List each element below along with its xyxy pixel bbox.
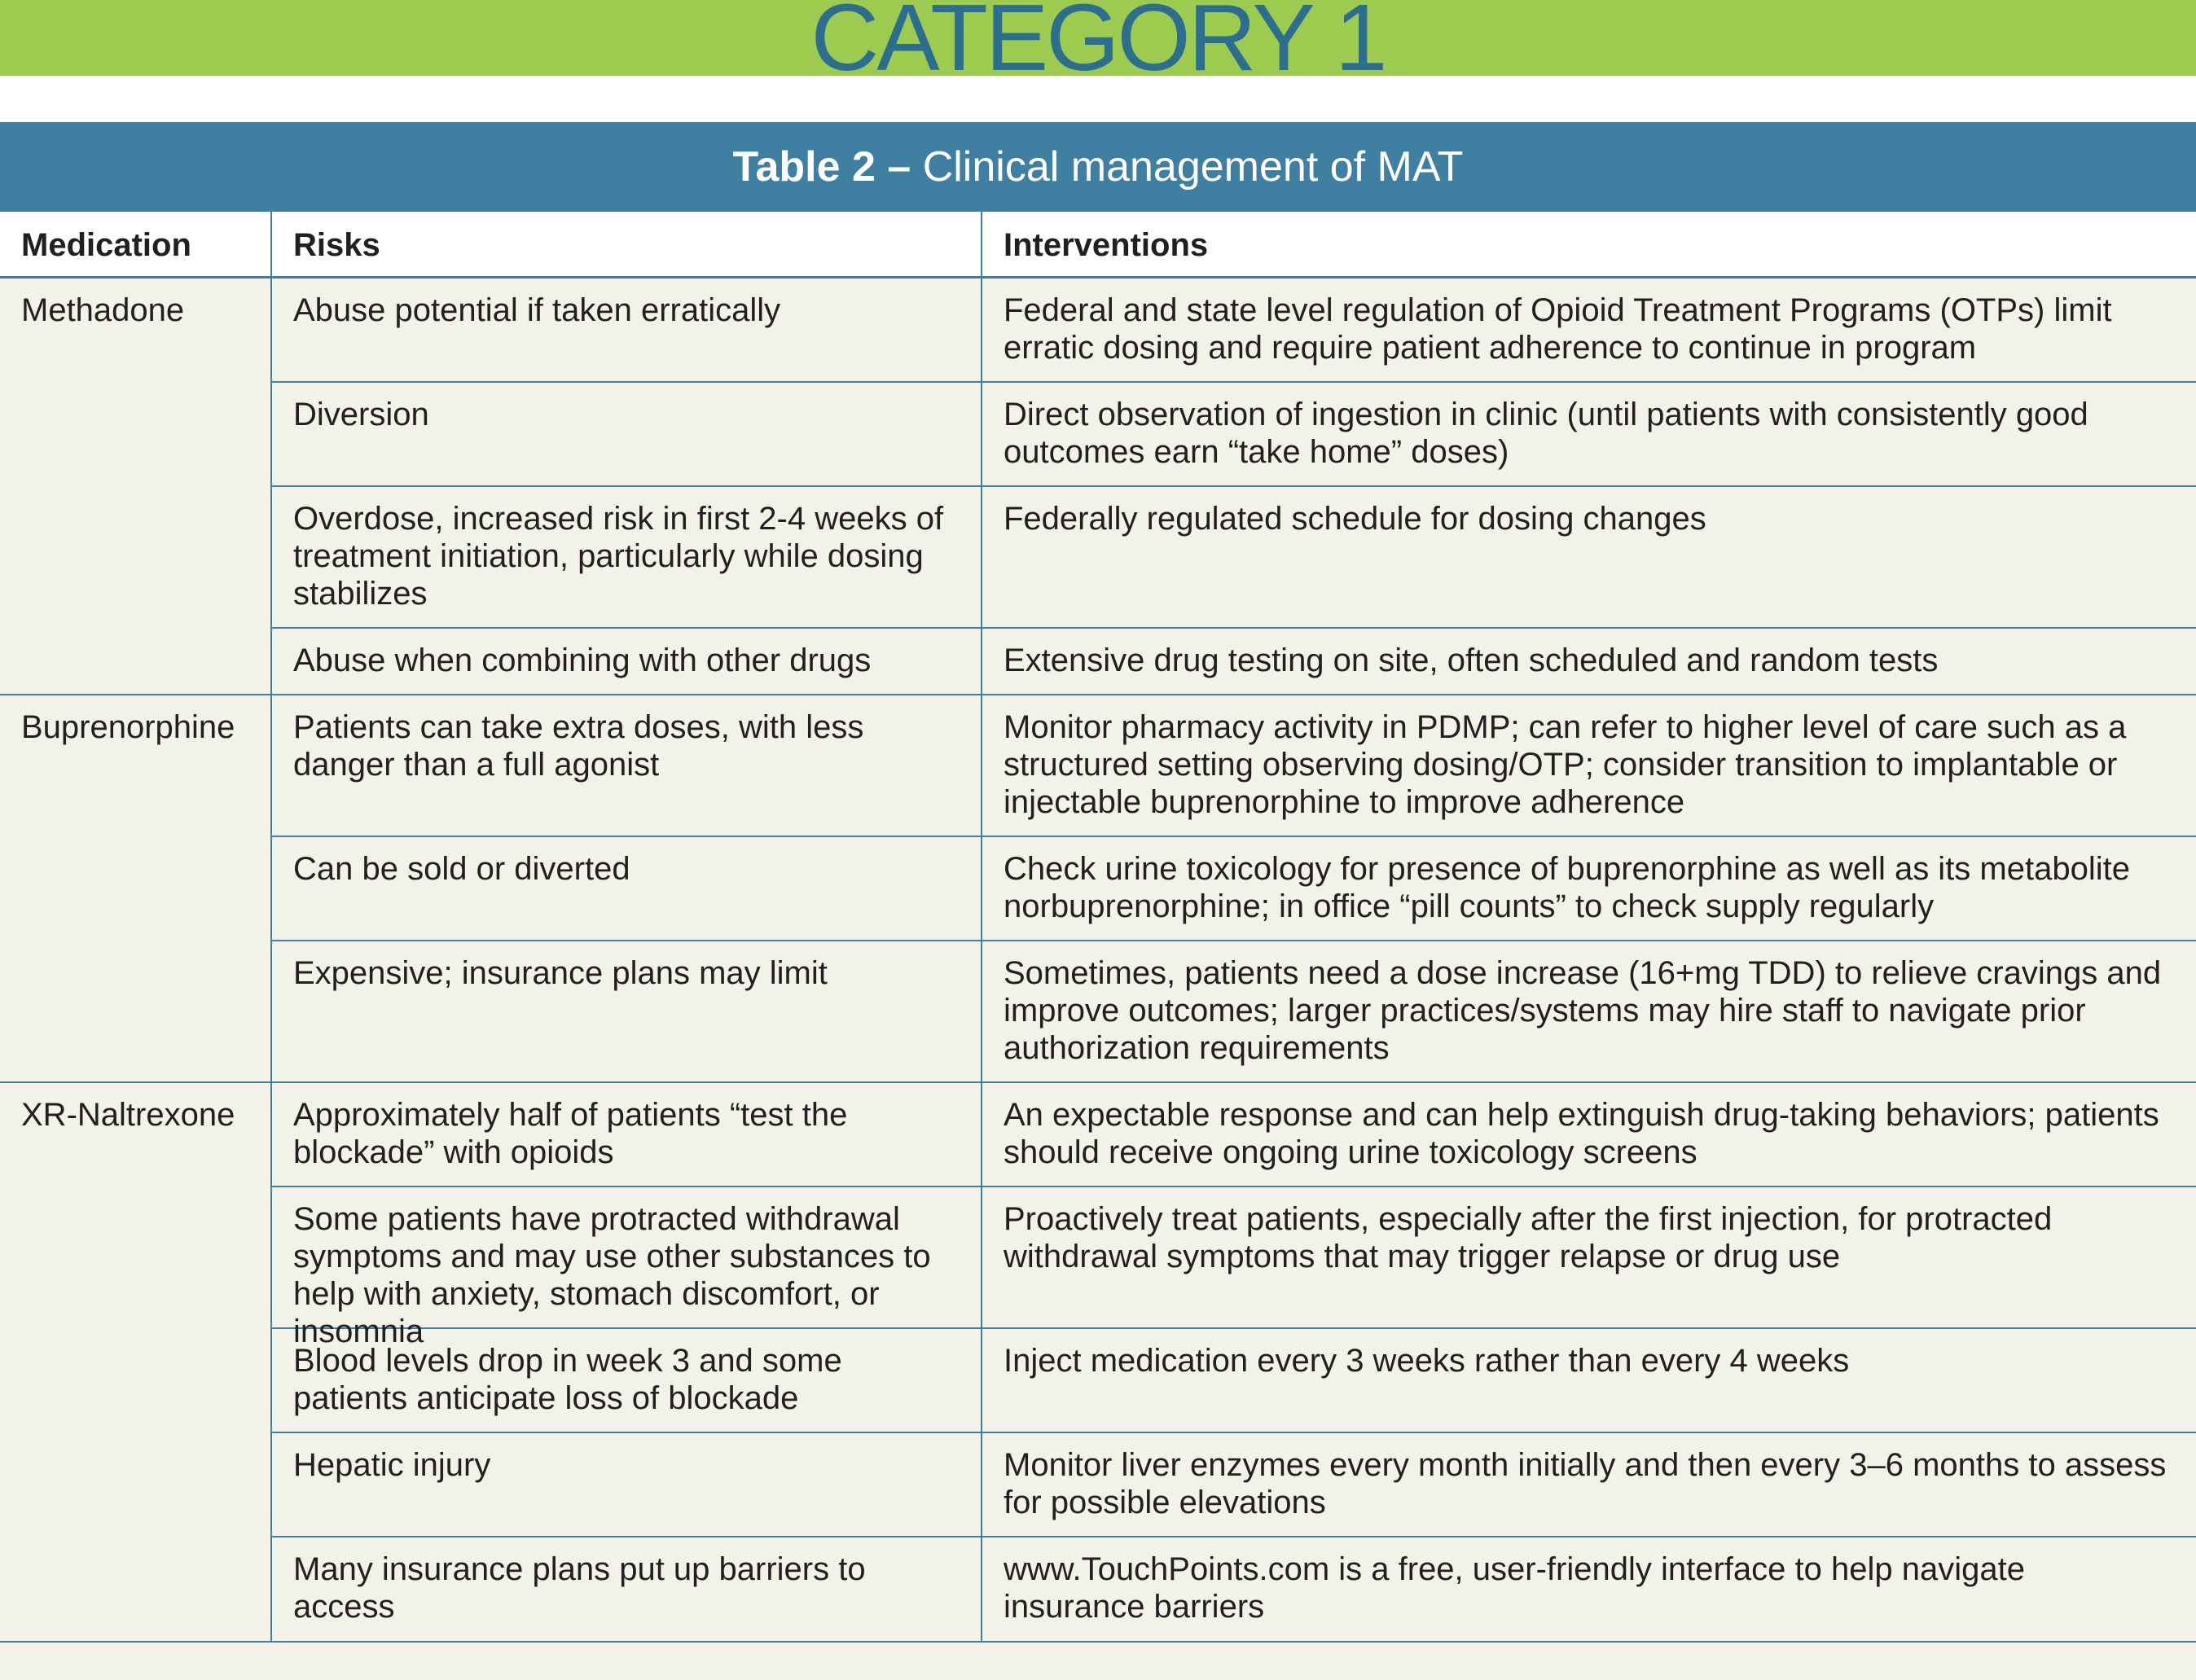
column-header-interventions: Interventions — [981, 212, 2196, 279]
intervention-cell: Federal and state level regulation of Opioid Treatment Programs (OTPs) limit erratic dosing and require patient adherence to continue in program — [981, 279, 2196, 383]
risk-cell: Many insurance plans put up barriers to access — [270, 1537, 981, 1643]
intervention-cell: Federally regulated schedule for dosing changes — [981, 487, 2196, 629]
medication-buprenorphine: Buprenorphine — [0, 695, 270, 1083]
clinical-management-table — [0, 212, 2196, 1680]
intervention-cell: Proactively treat patients, especially after the first injection, for protracted withdrawal symptoms that may trigger relapse or drug use — [981, 1187, 2196, 1329]
risk-cell: Overdose, increased risk in first 2-4 weeks of treatment initiation, particularly while dosing stabilizes — [270, 487, 981, 629]
intervention-cell: Direct observation of ingestion in clinic (until patients with consistently good outcomes earn “take home” doses) — [981, 383, 2196, 487]
risk-cell: Abuse potential if taken erratically — [270, 279, 981, 383]
medication-methadone: Methadone — [0, 279, 270, 695]
risk-cell: Expensive; insurance plans may limit — [270, 941, 981, 1083]
column-header-risks: Risks — [270, 212, 981, 279]
risk-cell: Diversion — [270, 383, 981, 487]
intervention-cell: Check urine toxicology for presence of buprenorphine as well as its metabolite norbuprenorphine; in office “pill counts” to check supply regularly — [981, 837, 2196, 941]
intervention-cell: Inject medication every 3 weeks rather than every 4 weeks — [981, 1329, 2196, 1433]
intervention-cell: Monitor pharmacy activity in PDMP; can refer to higher level of care such as a structured setting observing dosing/OTP; consider transition to implantable or injectable buprenorphine to improve adherence — [981, 695, 2196, 837]
table-title-text: Clinical management of MAT — [922, 143, 1464, 191]
column-header-medication: Medication — [0, 212, 270, 279]
risk-cell: Approximately half of patients “test the blockade” with opioids — [270, 1083, 981, 1187]
intervention-cell: www.TouchPoints.com is a free, user-friendly interface to help navigate insurance barriers — [981, 1537, 2196, 1643]
table-title-number: Table 2 – — [732, 143, 911, 191]
intervention-cell: Sometimes, patients need a dose increase (16+mg TDD) to relieve cravings and improve outcomes; larger practices/systems may hire staff to navigate prior authorization requirements — [981, 941, 2196, 1083]
risk-cell: Can be sold or diverted — [270, 837, 981, 941]
intervention-cell: Extensive drug testing on site, often scheduled and random tests — [981, 629, 2196, 695]
risk-cell: Patients can take extra doses, with less danger than a full agonist — [270, 695, 981, 837]
category-title: CATEGORY 1 — [810, 0, 1386, 90]
risk-cell: Abuse when combining with other drugs — [270, 629, 981, 695]
intervention-cell: An expectable response and can help extinguish drug-taking behaviors; patients should receive ongoing urine toxicology screens — [981, 1083, 2196, 1187]
risk-cell: Hepatic injury — [270, 1433, 981, 1537]
intervention-cell: Monitor liver enzymes every month initially and then every 3–6 months to assess for possible elevations — [981, 1433, 2196, 1537]
risk-cell: Some patients have protracted withdrawal symptoms and may use other substances to help with anxiety, stomach discomfort, or insomnia — [270, 1187, 981, 1329]
category-banner — [0, 0, 2196, 90]
medication-xr-naltrexone: XR-Naltrexone — [0, 1083, 270, 1643]
table-title — [0, 122, 2196, 212]
risk-cell: Blood levels drop in week 3 and some patients anticipate loss of blockade — [270, 1329, 981, 1433]
